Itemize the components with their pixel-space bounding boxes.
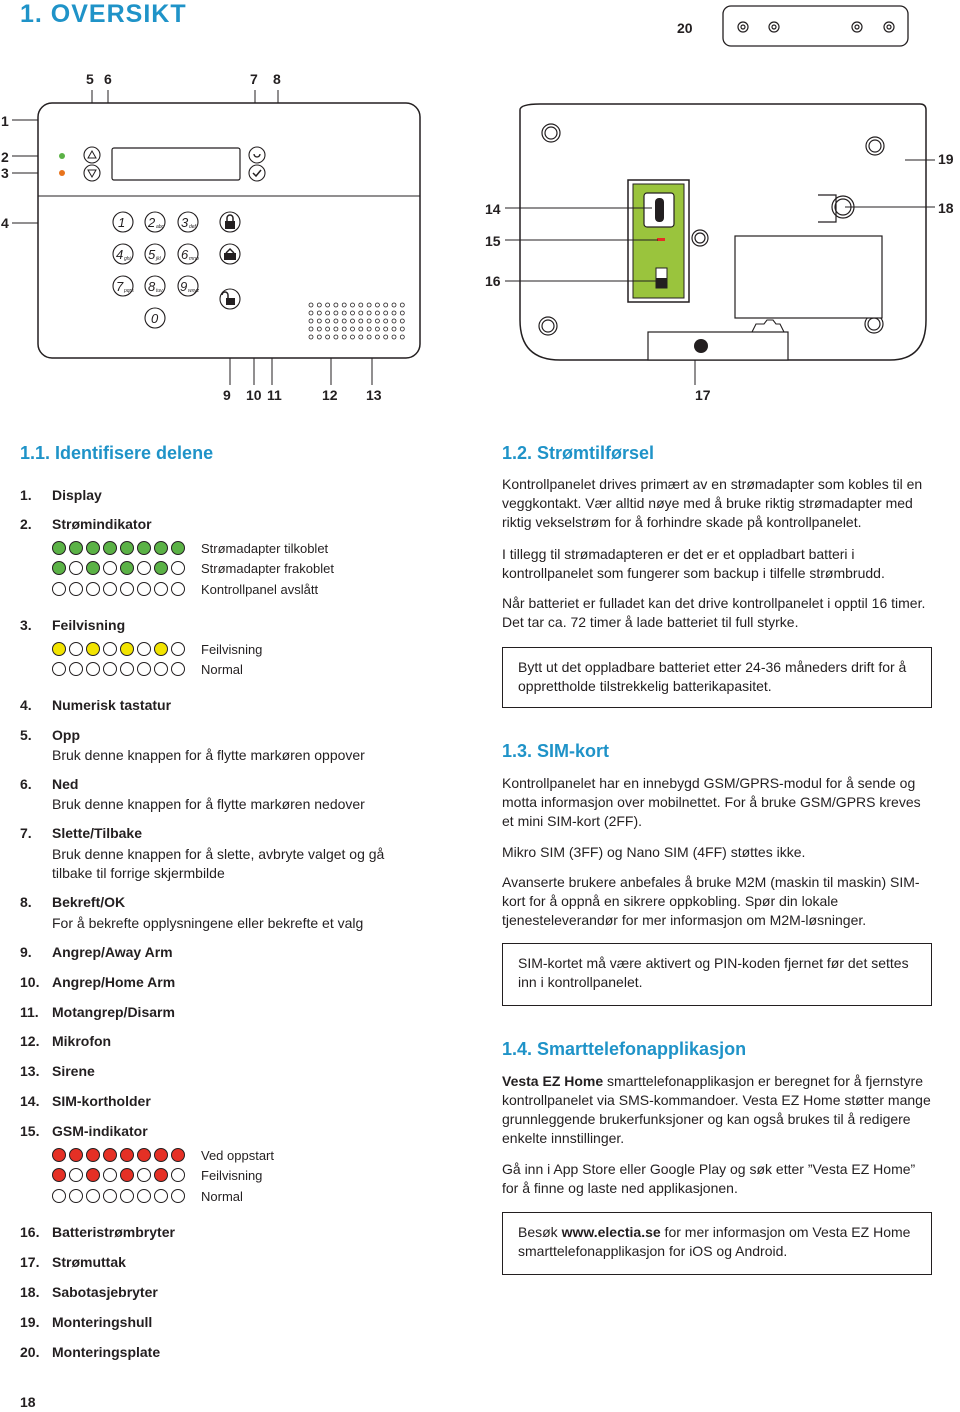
label-1: 1: [1, 113, 9, 129]
item-10: 10. Angrep/Home Arm: [20, 974, 176, 990]
led-label: Strømadapter tilkoblet: [201, 541, 329, 556]
item-15: 15. GSM-indikator: [20, 1123, 148, 1139]
led-icon: [154, 582, 168, 596]
led-row: [52, 1189, 185, 1203]
led-icon: [171, 561, 185, 575]
led-icon: [120, 541, 134, 555]
led-icon: [171, 1168, 185, 1182]
label-13: 13: [366, 387, 382, 403]
label-19: 19: [938, 151, 954, 167]
led-icon: [52, 642, 66, 656]
led-icon: [52, 1148, 66, 1162]
paragraph: Kontrollpanelet har en innebygd GSM/GPRS-modul for å sende og motta informasjon over mobilnettet. For å bruke GSM/GPRS kreves et mini SIM-kort (2FF).: [502, 775, 921, 829]
led-row: [52, 1168, 185, 1182]
paragraph: Gå inn i App Store eller Google Play og søk etter ”Vesta EZ Home” for å finne og laste ned applikasjonen.: [502, 1161, 916, 1196]
led-icon: [137, 561, 151, 575]
led-icon: [103, 582, 117, 596]
led-label: Ved oppstart: [201, 1148, 274, 1163]
display: [112, 148, 240, 180]
led-icon: [86, 642, 100, 656]
led-icon: [103, 561, 117, 575]
led-icon: [103, 1189, 117, 1203]
label-5: 5: [86, 71, 94, 87]
item-20: 20. Monteringsplate: [20, 1344, 161, 1360]
led-icon: [52, 541, 66, 555]
svg-text:pqrs: pqrs: [124, 288, 134, 294]
label-2: 2: [1, 149, 9, 165]
led-icon: [171, 1148, 185, 1162]
led-icon: [86, 1168, 100, 1182]
note-box: SIM-kortet må være aktivert og PIN-koden fjernet før det settes inn i kontrollpanelet.: [502, 943, 932, 1006]
label-6: 6: [104, 71, 112, 87]
page-number: 18: [20, 1394, 36, 1410]
label-4: 4: [1, 215, 9, 231]
item-8-desc: For å bekrefte opplysningene eller bekrefte et valg: [52, 915, 364, 931]
led-icon: [69, 662, 83, 676]
led-icon: [69, 561, 83, 575]
led-icon: [69, 582, 83, 596]
item-12: 12. Mikrofon: [20, 1033, 112, 1049]
led-icon: [120, 642, 134, 656]
led-icon: [154, 541, 168, 555]
svg-text:tuv: tuv: [156, 288, 163, 294]
label-8: 8: [273, 71, 281, 87]
item-6: 6. Ned: [20, 776, 79, 792]
led-row: [52, 662, 185, 676]
led-icon: [103, 541, 117, 555]
svg-text:2: 2: [148, 215, 156, 230]
led-label: Normal: [201, 662, 243, 677]
section-heading-power: 1.2. Strømtilførsel: [502, 443, 655, 463]
item-2: 2. Strømindikator: [20, 516, 152, 532]
item-17: 17. Strømuttak: [20, 1254, 126, 1270]
led-icon: [120, 1148, 134, 1162]
label-16: 16: [485, 273, 501, 289]
led-icon: [103, 1168, 117, 1182]
svg-text:jkl: jkl: [156, 256, 161, 262]
led-icon: [137, 1189, 151, 1203]
website-link[interactable]: www.electia.se: [561, 1224, 661, 1240]
led-icon: [137, 642, 151, 656]
led-icon: [154, 662, 168, 676]
item-14: 14. SIM-kortholder: [20, 1093, 151, 1109]
svg-text:9: 9: [180, 279, 188, 294]
led-row: [52, 1148, 185, 1162]
svg-text:3: 3: [181, 215, 189, 230]
led-label: Kontrollpanel avslått: [201, 582, 319, 597]
section-heading-sim: 1.3. SIM-kort: [502, 741, 610, 761]
led-icon: [120, 1189, 134, 1203]
led-icon: [137, 1168, 151, 1182]
item-16: 16. Batteristrømbryter: [20, 1224, 175, 1240]
paragraph: Kontrollpanelet drives primært av en strømadapter som kobles til en veggkontakt. Vær alltid nøye med å bruke riktig strømadapter med riktig vekselstrøm for å forhindre skade på kontrollpanelet.: [502, 476, 923, 530]
led-row: [52, 642, 185, 656]
led-icon: [69, 642, 83, 656]
note-box: Besøk www.electia.se for mer informasjon om Vesta EZ Home smarttelefonapplikasjon for iOS og Android.: [502, 1212, 932, 1275]
paragraph: Når batteriet er fulladet kan det drive kontrollpanelet i opptil 16 timer. Det tar ca. 72 timer å lade batteriet til full styrke.: [502, 595, 926, 630]
led-icon: [86, 1189, 100, 1203]
led-icon: [86, 541, 100, 555]
led-icon: [103, 642, 117, 656]
led-icon: [154, 1168, 168, 1182]
fault-led: [59, 170, 65, 176]
led-icon: [52, 1189, 66, 1203]
led-label: Feilvisning: [201, 1168, 263, 1183]
label-17: 17: [695, 387, 711, 403]
label-18: 18: [938, 200, 954, 216]
power-led: [59, 153, 65, 159]
led-icon: [120, 1168, 134, 1182]
mounting-plate: [723, 6, 908, 46]
paragraph: Vesta EZ Home smarttelefonapplikasjon er beregnet for å fjernstyre kontrollpanelet via SMS-kommandoer. Vesta EZ Home støtter mange grunnleggende brukerfunksjoner og kan også brukes til å redigere enkelte innstillinger.: [502, 1073, 931, 1146]
svg-text:abc: abc: [156, 224, 165, 230]
item-7-desc: Bruk denne knappen for å slette, avbryte valget og gå: [52, 846, 385, 862]
led-icon: [69, 1148, 83, 1162]
led-icon: [137, 582, 151, 596]
led-icon: [154, 642, 168, 656]
overview-diagram: [0, 0, 960, 410]
led-icon: [154, 1189, 168, 1203]
label-15: 15: [485, 233, 501, 249]
led-icon: [137, 1148, 151, 1162]
led-icon: [171, 642, 185, 656]
label-12: 12: [322, 387, 338, 403]
led-icon: [69, 1168, 83, 1182]
led-icon: [154, 561, 168, 575]
led-icon: [137, 541, 151, 555]
item-8: 8. Bekreft/OK: [20, 894, 126, 910]
led-icon: [103, 1148, 117, 1162]
led-icon: [86, 582, 100, 596]
led-icon: [171, 1189, 185, 1203]
svg-text:mno: mno: [189, 256, 199, 262]
led-icon: [103, 662, 117, 676]
led-icon: [69, 541, 83, 555]
led-icon: [171, 662, 185, 676]
svg-text:6: 6: [181, 247, 189, 262]
svg-text:ghi: ghi: [124, 256, 131, 262]
led-icon: [52, 582, 66, 596]
section-heading-app: 1.4. Smarttelefonapplikasjon: [502, 1039, 747, 1059]
svg-text:7: 7: [116, 279, 124, 294]
led-icon: [52, 662, 66, 676]
led-icon: [69, 1189, 83, 1203]
svg-text:5: 5: [148, 247, 156, 262]
paragraph: Mikro SIM (3FF) og Nano SIM (4FF) støttes ikke.: [502, 844, 806, 860]
item-1: 1. Display: [20, 487, 102, 503]
svg-text:0: 0: [151, 311, 159, 326]
item-5-desc: Bruk denne knappen for å flytte markøren oppover: [52, 747, 365, 763]
item-19: 19. Monteringshull: [20, 1314, 153, 1330]
item-5: 5. Opp: [20, 727, 80, 743]
led-label: Strømadapter frakoblet: [201, 561, 334, 576]
led-row: [52, 561, 185, 575]
label-14: 14: [485, 201, 501, 217]
led-icon: [52, 561, 66, 575]
item-4: 4. Numerisk tastatur: [20, 697, 172, 713]
paragraph: Avanserte brukere anbefales å bruke M2M (maskin til maskin) SIM-kort for å oppnå en sikrere oppkobling. Spør din lokale tjenesteleverandør for mer informasjon om M2M-løsninger.: [502, 874, 920, 928]
label-7: 7: [250, 71, 258, 87]
item-13: 13. Sirene: [20, 1063, 95, 1079]
item-7: 7. Slette/Tilbake: [20, 825, 143, 841]
paragraph: I tillegg til strømadapteren er det er et oppladbart batteri i kontrollpanelet som fungerer som backup i tilfelle strømbrudd.: [502, 546, 885, 581]
item-7-desc-cont: tilbake til forrige skjermbilde: [52, 865, 225, 881]
section-heading-identify: 1.1. Identifisere delene: [20, 443, 214, 463]
led-row: [52, 541, 185, 555]
led-icon: [154, 1148, 168, 1162]
led-label: Feilvisning: [201, 642, 263, 657]
led-icon: [86, 662, 100, 676]
led-icon: [86, 561, 100, 575]
item-6-desc: Bruk denne knappen for å flytte markøren nedover: [52, 796, 365, 812]
svg-text:def: def: [189, 224, 196, 230]
svg-text:wxyz: wxyz: [188, 288, 200, 294]
label-20: 20: [677, 20, 693, 36]
led-icon: [52, 1168, 66, 1182]
label-3: 3: [1, 165, 9, 181]
led-icon: [137, 662, 151, 676]
svg-text:8: 8: [148, 279, 156, 294]
label-11: 11: [267, 387, 282, 403]
led-icon: [120, 582, 134, 596]
led-icon: [120, 662, 134, 676]
svg-text:1: 1: [118, 215, 126, 230]
svg-text:4: 4: [116, 247, 124, 262]
note-box: Bytt ut det oppladbare batteriet etter 24-36 måneders drift for å opprettholde tilstrekkelig batterikapasitet.: [502, 647, 932, 708]
led-icon: [120, 561, 134, 575]
item-9: 9. Angrep/Away Arm: [20, 944, 173, 960]
led-icon: [171, 541, 185, 555]
item-11: 11. Motangrep/Disarm: [20, 1004, 175, 1020]
led-icon: [86, 1148, 100, 1162]
label-10: 10: [246, 387, 262, 403]
item-18: 18. Sabotasjebryter: [20, 1284, 158, 1300]
led-row: [52, 582, 185, 596]
item-3: 3. Feilvisning: [20, 617, 126, 633]
label-9: 9: [223, 387, 231, 403]
page-title: 1. OVERSIKT: [20, 0, 187, 28]
led-label: Normal: [201, 1189, 243, 1204]
led-icon: [171, 582, 185, 596]
